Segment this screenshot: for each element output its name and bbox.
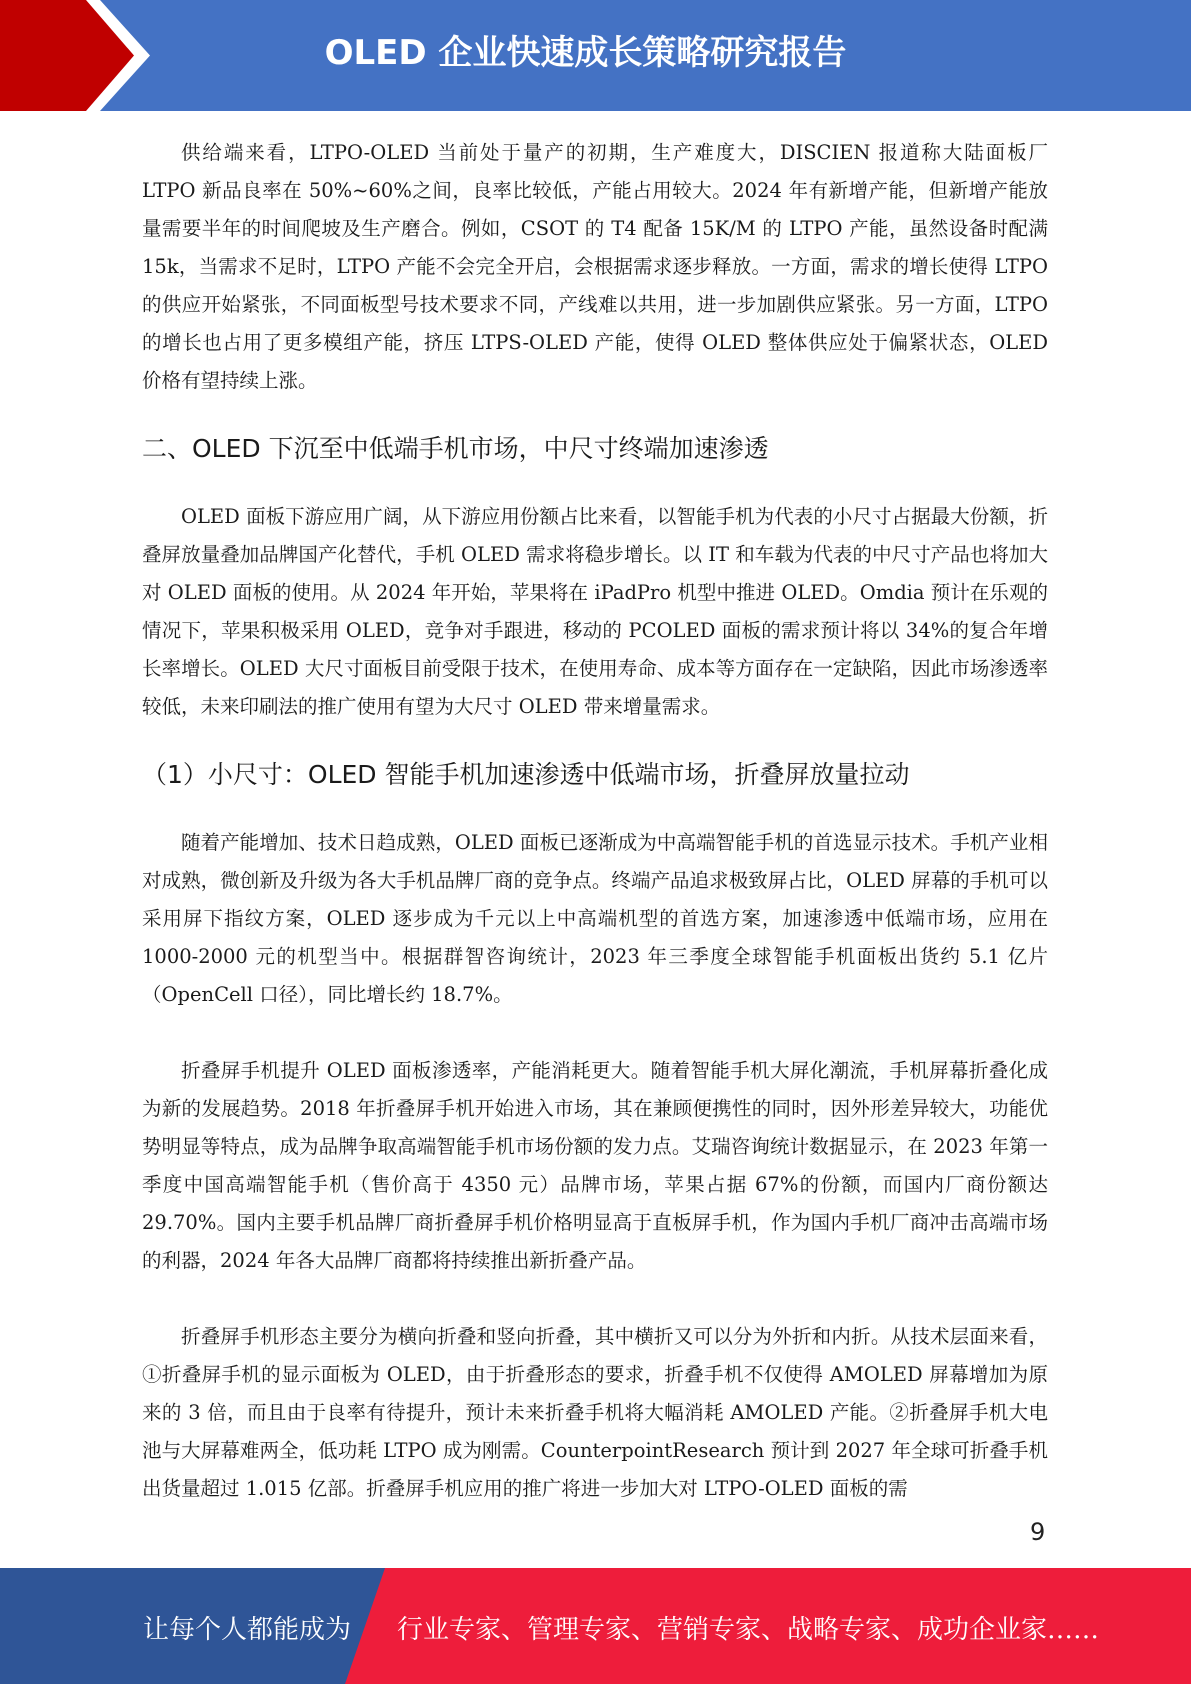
page-number: 9 bbox=[1030, 1518, 1046, 1546]
paragraph-oled-downstream: OLED 面板下游应用广阔，从下游应用份额占比来看，以智能手机为代表的小尺寸占据最大份额，折叠屏放量叠加品牌国产化替代，手机 OLED 需求将稳步增长。以 IT 和车载为代表的中尺寸产品也将加大对 OLED 面板的使用。从 2024 年开始，苹果将在 iPadPro 机型中推进 OLED。Omdia 预计在乐观的情况下，苹果积极采用 OLED，竞争对手跟进，移动的 PCOLED 面板的需求预计将以 34%的复合年增长率增长。OLED 大尺寸面板目前受限于技术，在使用寿命、成本等方面存在一定缺陷，因此市场渗透率较低，未来印刷法的推广使用有望为大尺寸 OLED 带来增量需求。 bbox=[142, 505, 1048, 718]
footer-slogan-left: 让每个人都能成为 bbox=[143, 1615, 352, 1645]
paragraph-smartphone-adoption: 随着产能增加、技术日趋成熟，OLED 面板已逐渐成为中高端智能手机的首选显示技术。手机产业相对成熟，微创新及升级为各大手机品牌厂商的竞争点。终端产品追求极致屏占比，OLED 屏幕的手机可以采用屏下指纹方案，OLED 逐步成为千元以上中高端机型的首选方案，加速渗透中低端市场，应用在 1000-2000 元的机型当中。根据群智咨询统计，2023 年三季度全球智能手机面板出货约 5.1 亿片（OpenCell 口径），同比增长约 18.7%。 bbox=[142, 831, 1048, 1006]
paragraph-foldable-forms: 折叠屏手机形态主要分为横向折叠和竖向折叠，其中横折又可以分为外折和内折。从技术层面来看，①折叠屏手机的显示面板为 OLED，由于折叠形态的要求，折叠手机不仅使得 AMOLED 屏幕增加为原来的 3 倍，而且由于良率有待提升，预计未来折叠手机将大幅消耗 AMOLED 产能。②折叠屏手机大电池与大屏幕难两全，低功耗 LTPO 成为刚需。CounterpointResearch 预计到 2027 年全球可折叠手机出货量超过 1.015 亿部。折叠屏手机应用的推广将进一步加大对 LTPO-OLED 面板的需 bbox=[142, 1325, 1048, 1500]
report-title: OLED 企业快速成长策略研究报告 bbox=[324, 33, 847, 73]
footer-slogan-right: 行业专家、管理专家、营销专家、战略专家、成功企业家…… bbox=[397, 1615, 1100, 1645]
subsection-heading-small-size: （1）小尺寸：OLED 智能手机加速渗透中低端市场，折叠屏放量拉动 bbox=[142, 760, 910, 789]
paragraph-ltpo-supply: 供给端来看，LTPO-OLED 当前处于量产的初期，生产难度大，DISCIEN 报道称大陆面板厂 LTPO 新品良率在 50%~60%之间，良率比较低，产能占用较大。2024 年有新增产能，但新增产能放量需要半年的时间爬坡及生产磨合。例如，CSOT 的 T4 配备 15K/M 的 LTPO 产能，虽然设备时配满 15k，当需求不足时，LTPO 产能不会完全开启，会根据需求逐步释放。一方面，需求的增长使得 LTPO 的供应开始紧张，不同面板型号技术要求不同，产线难以共用，进一步加剧供应紧张。另一方面，LTPO 的增长也占用了更多模组产能，挤压 LTPS-OLED 产能，使得 OLED 整体供应处于偏紧状态，OLED 价格有望持续上涨。 bbox=[142, 141, 1048, 392]
header-chevron-decoration bbox=[0, 0, 160, 111]
page-header bbox=[0, 0, 1191, 111]
page-footer bbox=[0, 1568, 1191, 1684]
paragraph-foldable-penetration: 折叠屏手机提升 OLED 面板渗透率，产能消耗更大。随着智能手机大屏化潮流，手机屏幕折叠化成为新的发展趋势。2018 年折叠屏手机开始进入市场，其在兼顾便携性的同时，因外形差异较大，功能优势明显等特点，成为品牌争取高端智能手机市场份额的发力点。艾瑞咨询统计数据显示，在 2023 年第一季度中国高端智能手机（售价高于 4350 元）品牌市场，苹果占据 67%的份额，而国内厂商份额达 29.70%。国内主要手机品牌厂商折叠屏手机价格明显高于直板屏手机，作为国内手机厂商冲击高端市场的利器，2024 年各大品牌厂商都将持续推出新折叠产品。 bbox=[142, 1059, 1048, 1272]
section-heading-2: 二、OLED 下沉至中低端手机市场，中尺寸终端加速渗透 bbox=[142, 434, 769, 463]
document-body bbox=[142, 134, 1048, 1508]
